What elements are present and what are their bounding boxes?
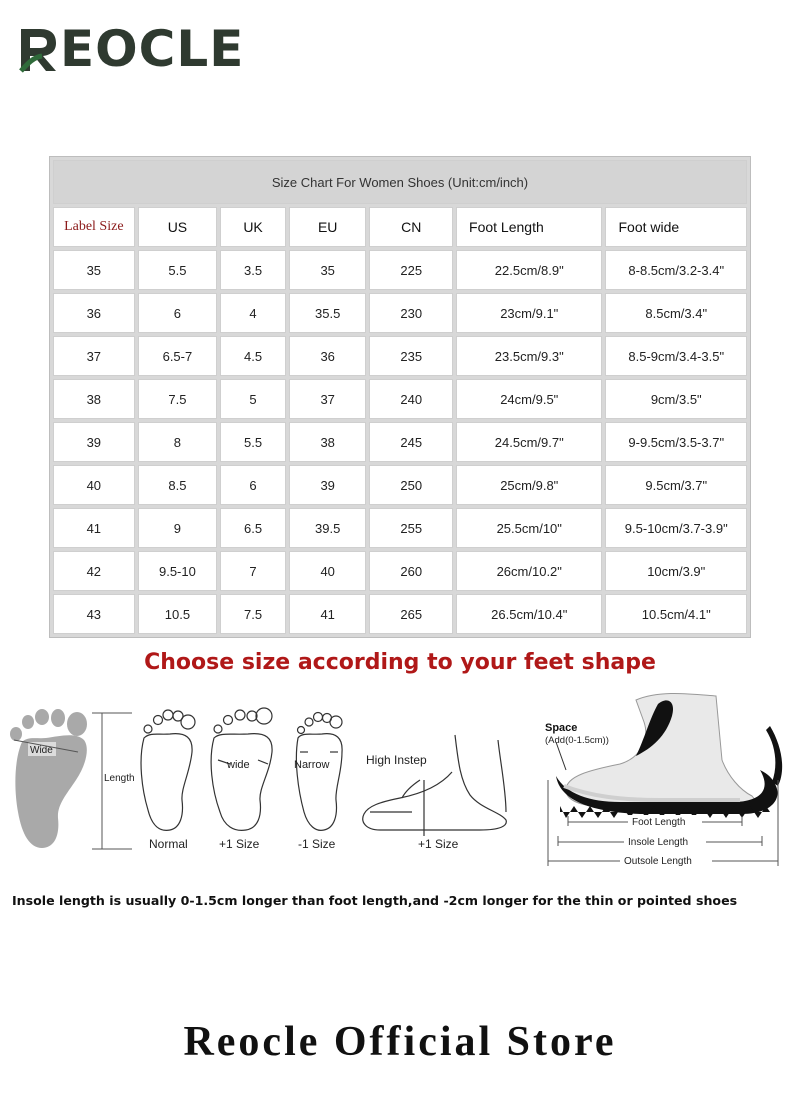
foot-type-wide: +1 Size: [219, 837, 260, 851]
table-cell: 40: [53, 465, 135, 505]
table-cell: 9-9.5cm/3.5-3.7": [605, 422, 747, 462]
table-cell: 9: [138, 508, 218, 548]
table-cell: 6.5-7: [138, 336, 218, 376]
table-cell: 6: [138, 293, 218, 333]
table-cell: 37: [53, 336, 135, 376]
table-cell: 42: [53, 551, 135, 591]
table-cell: 4: [220, 293, 286, 333]
table-cell: 230: [369, 293, 453, 333]
table-cell: 43: [53, 594, 135, 634]
choose-size-heading: Choose size according to your feet shape: [144, 650, 656, 675]
table-row: [53, 551, 747, 591]
table-cell: 5: [220, 379, 286, 419]
table-cell: 8: [138, 422, 218, 462]
table-cell: 240: [369, 379, 453, 419]
table-cell: 255: [369, 508, 453, 548]
table-cell: 39.5: [289, 508, 367, 548]
table-cell: 41: [289, 594, 367, 634]
table-cell: 5.5: [138, 250, 218, 290]
table-row: [53, 508, 747, 548]
table-cell: 41: [53, 508, 135, 548]
table-row: [53, 250, 747, 290]
table-cell: 8.5cm/3.4": [605, 293, 747, 333]
brand-logo: [18, 20, 245, 78]
header-foot-length: Foot Length: [456, 207, 602, 247]
logo-r-icon: [18, 25, 58, 73]
wide-label: Wide: [30, 745, 53, 756]
table-cell: 9cm/3.5": [605, 379, 747, 419]
table-cell: 38: [53, 379, 135, 419]
table-cell: 37: [289, 379, 367, 419]
table-cell: 26cm/10.2": [456, 551, 602, 591]
table-cell: 6.5: [220, 508, 286, 548]
table-cell: 8.5: [138, 465, 218, 505]
table-cell: 23cm/9.1": [456, 293, 602, 333]
table-cell: 6: [220, 465, 286, 505]
table-cell: 265: [369, 594, 453, 634]
narrow-foot-icon: [296, 713, 342, 831]
length-label: Length: [104, 773, 135, 784]
header-us: US: [138, 207, 218, 247]
table-cell: 26.5cm/10.4": [456, 594, 602, 634]
high-instep-size: +1 Size: [418, 837, 459, 851]
table-cell: 10cm/3.9": [605, 551, 747, 591]
shoe-diagram-icon: [556, 694, 782, 819]
header-foot-wide: Foot wide: [605, 207, 747, 247]
high-instep-foot-icon: [363, 735, 507, 836]
table-cell: 235: [369, 336, 453, 376]
space-note: (Add(0-1.5cm)): [545, 735, 609, 746]
table-cell: 25.5cm/10": [456, 508, 602, 548]
table-row: [53, 336, 747, 376]
table-cell: 225: [369, 250, 453, 290]
table-row: [53, 422, 747, 462]
table-cell: 35.5: [289, 293, 367, 333]
table-cell: 38: [289, 422, 367, 462]
outsole-length-label: Outsole Length: [624, 856, 692, 867]
logo-text: EOCLE: [60, 20, 245, 78]
header-cn: CN: [369, 207, 453, 247]
table-cell: 9.5-10: [138, 551, 218, 591]
table-cell: 7.5: [220, 594, 286, 634]
table-cell: 22.5cm/8.9": [456, 250, 602, 290]
foot-length-label: Foot Length: [632, 817, 686, 828]
insole-length-label: Insole Length: [628, 837, 689, 848]
header-label-size: Label Size: [53, 207, 135, 247]
table-cell: 35: [289, 250, 367, 290]
table-row: [53, 594, 747, 634]
size-chart-body: [53, 250, 747, 634]
table-row: [53, 465, 747, 505]
table-cell: 7.5: [138, 379, 218, 419]
table-cell: 39: [53, 422, 135, 462]
store-name: Reocle Official Store: [183, 1019, 617, 1065]
table-cell: 35: [53, 250, 135, 290]
table-cell: 260: [369, 551, 453, 591]
space-label: Space: [545, 722, 578, 734]
table-cell: 8.5-9cm/3.4-3.5": [605, 336, 747, 376]
normal-foot-icon: [141, 710, 195, 830]
foot-shape-illustrations: [0, 690, 800, 880]
table-cell: 10.5cm/4.1": [605, 594, 747, 634]
insole-note: Insole length is usually 0-1.5cm longer than foot length,and -2cm longer for the thin or pointed shoes: [12, 893, 738, 908]
table-cell: 8-8.5cm/3.2-3.4": [605, 250, 747, 290]
foot-type-narrow: -1 Size: [298, 837, 336, 851]
table-cell: 40: [289, 551, 367, 591]
table-cell: 5.5: [220, 422, 286, 462]
table-cell: 7: [220, 551, 286, 591]
table-cell: 36: [53, 293, 135, 333]
table-cell: 9.5cm/3.7": [605, 465, 747, 505]
table-row: [53, 293, 747, 333]
table-cell: 10.5: [138, 594, 218, 634]
table-cell: 250: [369, 465, 453, 505]
table-cell: 9.5-10cm/3.7-3.9": [605, 508, 747, 548]
table-cell: 25cm/9.8": [456, 465, 602, 505]
table-cell: 3.5: [220, 250, 286, 290]
table-cell: 245: [369, 422, 453, 462]
header-uk: UK: [220, 207, 286, 247]
narrow-foot-marker: Narrow: [294, 759, 330, 771]
table-cell: 36: [289, 336, 367, 376]
high-instep-label: High Instep: [366, 753, 427, 767]
footprint-icon: [10, 709, 87, 848]
header-eu: EU: [289, 207, 367, 247]
wide-foot-marker: wide: [227, 759, 250, 771]
table-cell: 39: [289, 465, 367, 505]
table-cell: 24.5cm/9.7": [456, 422, 602, 462]
table-cell: 23.5cm/9.3": [456, 336, 602, 376]
table-cell: 24cm/9.5": [456, 379, 602, 419]
table-cell: 4.5: [220, 336, 286, 376]
size-chart-caption: Size Chart For Women Shoes (Unit:cm/inch): [53, 160, 747, 204]
table-row: [53, 379, 747, 419]
foot-type-normal: Normal: [149, 837, 188, 851]
size-chart-table: [49, 156, 751, 638]
